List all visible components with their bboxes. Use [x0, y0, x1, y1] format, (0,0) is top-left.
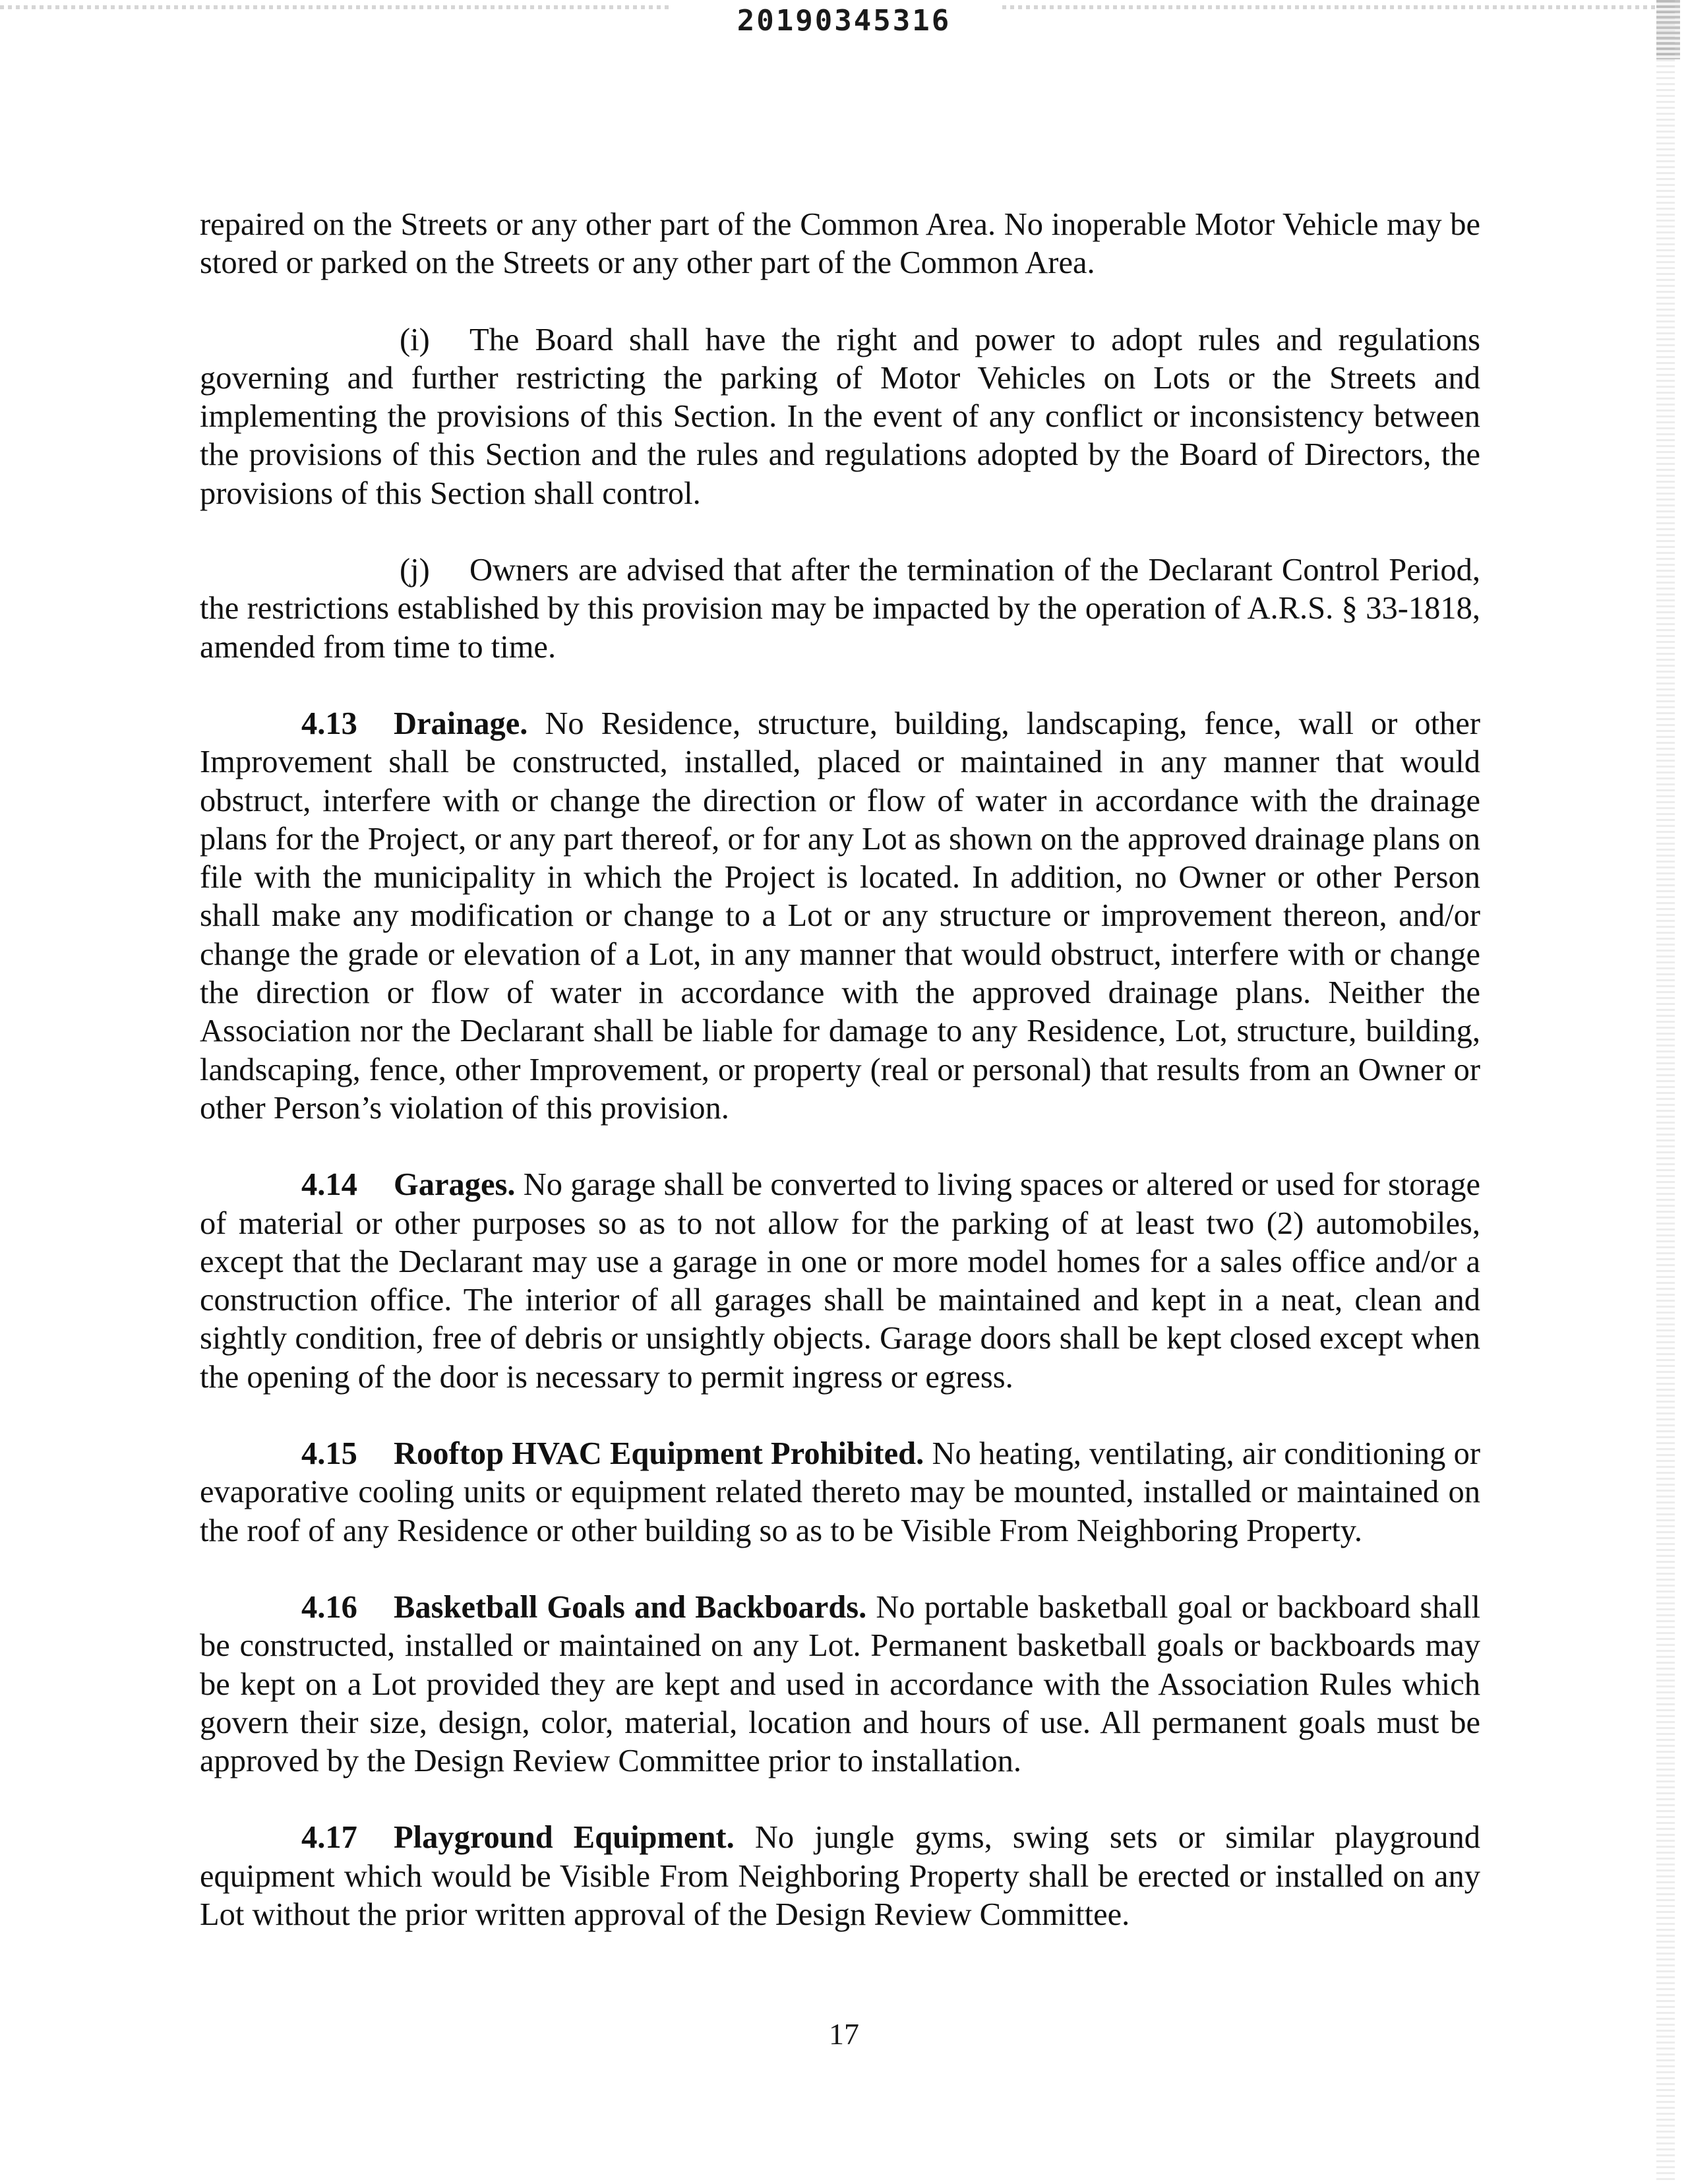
- section-text: No heating, ventilating, air conditioning or evaporative cooling units or equipment related thereto may be mounted, installed or maintained on the roof of any Residence or other building so as to be Visible From Neighboring Property.: [200, 1436, 1480, 1548]
- subsection-j: [200, 551, 1480, 667]
- section-title: Garages.: [394, 1167, 516, 1203]
- section-text: No garage shall be converted to living spaces or altered or used for storage of material or other purposes so as to not allow for the parking of at least two (2) automobiles, except that the Declarant may use a garage in one or more model homes for a sales office and/or a construction office. The interior of all garages shall be maintained and kept in a neat, clean and sightly condition, free of debris or unsightly objects. Garage doors shall be kept closed except when the opening of the door is necessary to permit ingress or egress.: [200, 1167, 1481, 1395]
- recording-number: 20190345316: [737, 4, 951, 38]
- subsection-text: The Board shall have the right and power to adopt rules and regulations governing and further restricting the parking of Motor Vehicles on Lots or the Streets and implementing the provisions of this Section. In the event of any conflict or inconsistency between the provisions of this Section and the rules and regulations adopted by the Board of Directors, the provisions of this Section shall control.: [200, 322, 1480, 511]
- section-text: No portable basketball goal or backboard shall be constructed, installed or maintained on any Lot. Permanent basketball goals or backboards may be kept on a Lot provided they are kept and used in accordance with the Association Rules which govern their size, design, color, material, location and hours of use. All permanent goals must be approved by the Design Review Committee prior to installation.: [200, 1589, 1481, 1779]
- section-4-17: [200, 1819, 1480, 1934]
- section-title: Playground Equipment.: [394, 1820, 735, 1856]
- section-4-15: [200, 1435, 1480, 1550]
- section-number: 4.16: [301, 1589, 357, 1625]
- section-4-13: [200, 705, 1480, 1128]
- scan-artifact-right-edge: [1656, 0, 1675, 2184]
- document-body: [200, 206, 1480, 1972]
- section-4-16: [200, 1589, 1480, 1780]
- section-title: Drainage.: [394, 706, 528, 741]
- section-title: Rooftop HVAC Equipment Prohibited.: [394, 1436, 924, 1472]
- section-title: Basketball Goals and Backboards.: [394, 1589, 867, 1625]
- section-number: 4.13: [301, 706, 357, 741]
- section-number: 4.17: [301, 1820, 357, 1856]
- section-number: 4.15: [301, 1436, 357, 1472]
- continuation-paragraph: repaired on the Streets or any other part of the Common Area. No inoperable Motor Vehicle may be stored or parked on the Streets or any other part of the Common Area.: [200, 207, 1480, 281]
- section-text: No Residence, structure, building, landscaping, fence, wall or other Improvement shall be constructed, installed, placed or maintained in any manner that would obstruct, interfere with or change the direction or flow of water in accordance with the drainage plans for the Project, or any part thereof, or for any Lot as shown on the approved drainage plans on file with the municipality in which the Project is located. In addition, no Owner or other Person shall make any modification or change to a Lot or any structure or improvement thereon, and/or change the grade or elevation of a Lot, in any manner that would obstruct, interfere with or change the direction or flow of water in accordance with the approved drainage plans. Neither the Association nor the Declarant shall be liable for damage to any Residence, Lot, structure, building, landscaping, fence, other Improvement, or property (real or personal) that results from an Owner or other Person’s violation of this provision.: [200, 706, 1480, 1126]
- subsection-label: (i): [400, 322, 430, 357]
- section-text: No jungle gyms, swing sets or similar playground equipment which would be Visible From Neighboring Property shall be erected or installed on any Lot without the prior written approval of the Design Review Committee.: [200, 1820, 1481, 1932]
- page-number: 17: [829, 2017, 859, 2051]
- subsection-label: (j): [400, 553, 430, 588]
- subsection-i: [200, 321, 1480, 513]
- subsection-text: Owners are advised that after the termination of the Declarant Control Period, the restrictions established by this provision may be impacted by the operation of A.R.S. § 33-1818, amended from time to time.: [200, 553, 1480, 665]
- section-4-14: [200, 1166, 1480, 1397]
- section-number: 4.14: [301, 1167, 357, 1203]
